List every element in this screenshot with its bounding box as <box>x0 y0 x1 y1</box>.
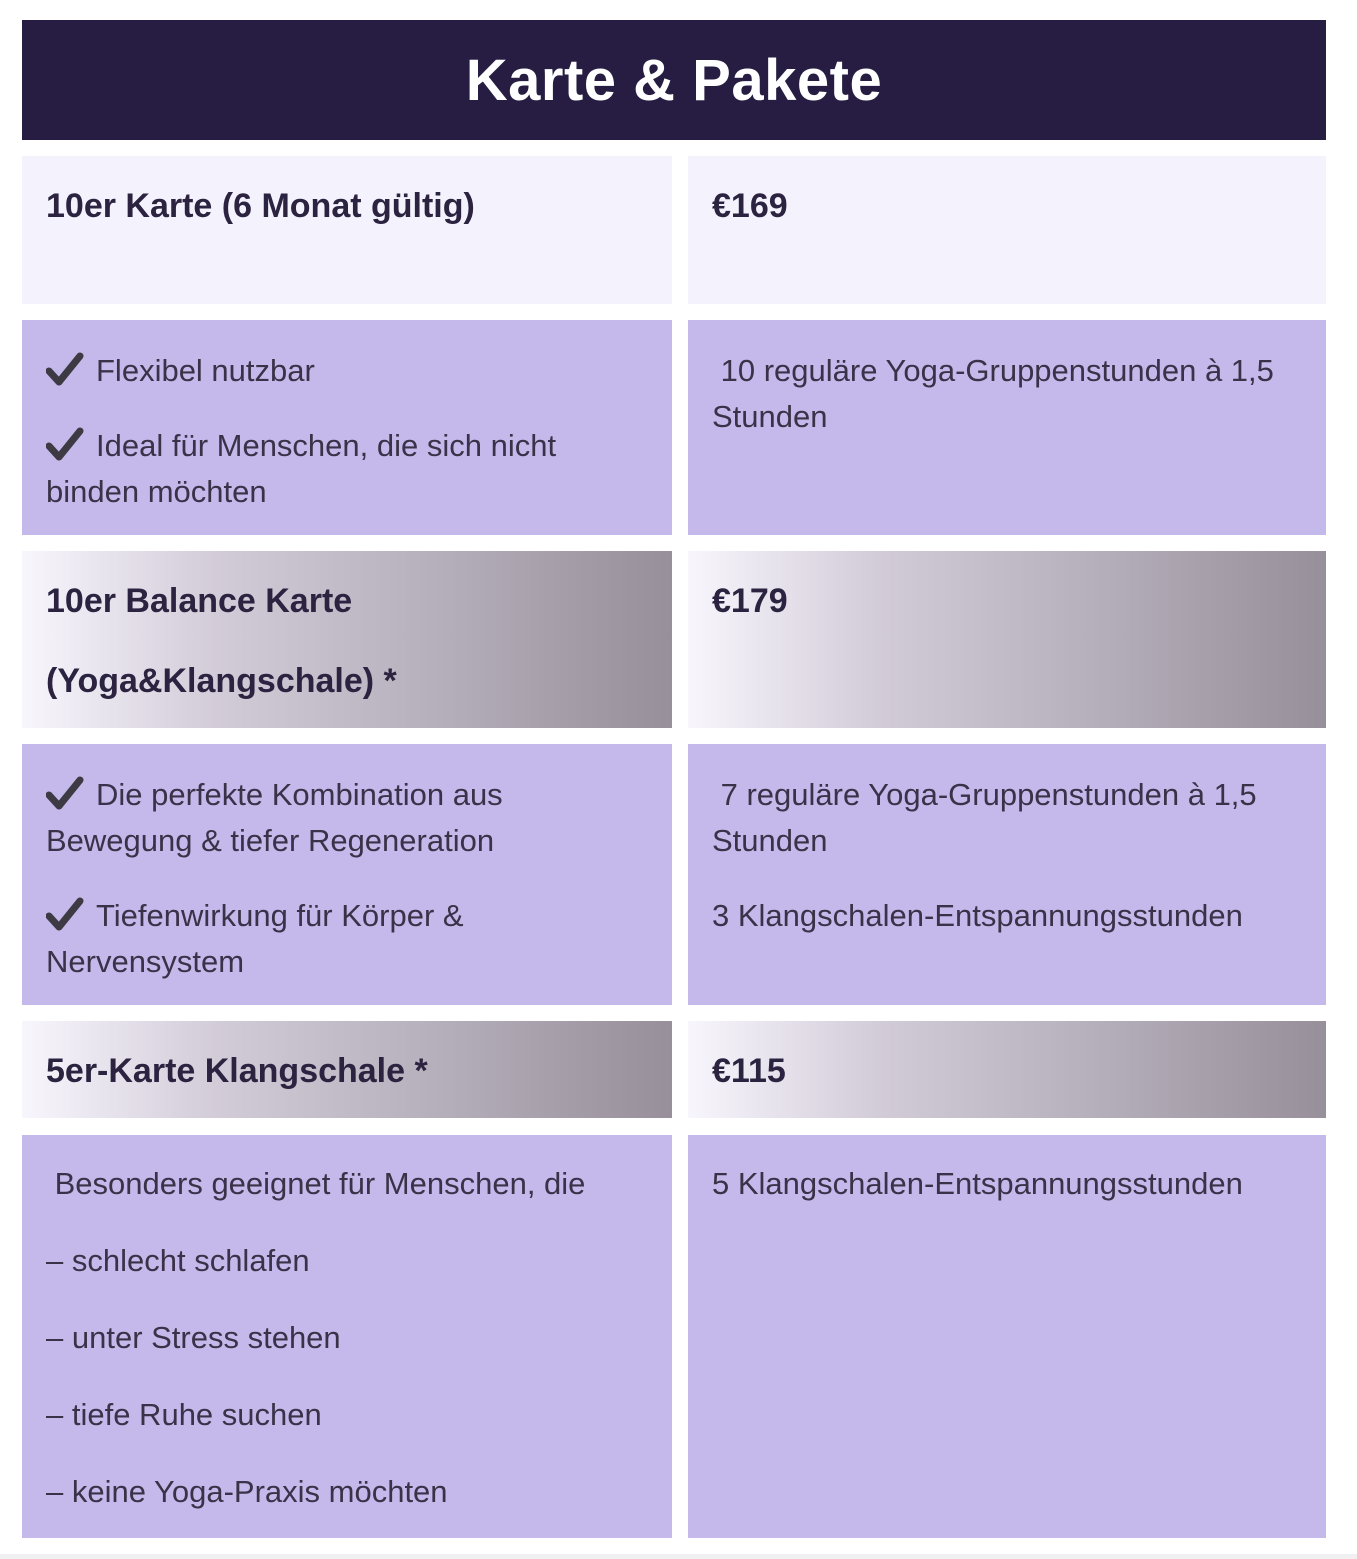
package-1-includes-cell <box>688 320 1326 535</box>
page-title: Karte & Pakete <box>465 47 883 113</box>
package-title: 10er Karte (6 Monat gültig) <box>46 187 475 225</box>
package-title-line: (Yoga&Klangschale) * <box>46 662 397 700</box>
package-1-price-cell <box>688 156 1326 304</box>
includes-item: 7 reguläre Yoga-Gruppenstunden à 1,5 Stunden <box>712 777 1266 858</box>
package-2-price-cell <box>688 551 1326 728</box>
package-price: €179 <box>712 582 788 620</box>
includes-item: 5 Klangschalen-Entspannungsstunden <box>712 1166 1243 1201</box>
benefit-text: Die perfekte Kombination aus Bewegung & tiefer Regeneration <box>46 777 503 858</box>
page-header <box>22 20 1326 140</box>
benefit-text: Tiefenwirkung für Körper & Nervensystem <box>46 898 464 979</box>
package-price: €169 <box>712 187 788 225</box>
bottom-divider <box>0 1554 1357 1559</box>
package-2-title-cell <box>22 551 672 728</box>
includes-item: 10 reguläre Yoga-Gruppenstunden à 1,5 Stunden <box>712 353 1283 434</box>
package-title: 5er-Karte Klangschale * <box>46 1052 428 1090</box>
checkmark-icon <box>46 897 84 931</box>
package-3-audience-cell <box>22 1135 672 1538</box>
audience-item: – schlecht schlafen <box>46 1243 310 1278</box>
benefit-item <box>46 348 648 394</box>
package-2-benefits-cell <box>22 744 672 1005</box>
package-title-line: 10er Balance Karte <box>46 582 353 620</box>
benefit-text: Flexibel nutzbar <box>96 353 315 388</box>
package-3-price-cell <box>688 1021 1326 1118</box>
package-3-includes-cell <box>688 1135 1326 1538</box>
checkmark-icon <box>46 427 84 461</box>
package-price: €115 <box>712 1052 786 1090</box>
package-1-benefits-cell <box>22 320 672 535</box>
benefit-item <box>46 423 648 515</box>
checkmark-icon <box>46 352 84 386</box>
audience-item: – keine Yoga-Praxis möchten <box>46 1474 448 1509</box>
audience-intro: Besonders geeignet für Menschen, die <box>46 1166 586 1201</box>
package-1-title-cell <box>22 156 672 304</box>
benefit-item <box>46 772 648 864</box>
benefit-text: Ideal für Menschen, die sich nicht binden möchten <box>46 428 557 509</box>
benefit-item <box>46 893 648 985</box>
audience-item: – tiefe Ruhe suchen <box>46 1397 322 1432</box>
checkmark-icon <box>46 776 84 810</box>
audience-item: – unter Stress stehen <box>46 1320 341 1355</box>
package-2-includes-cell <box>688 744 1326 1005</box>
package-3-title-cell <box>22 1021 672 1118</box>
includes-item: 3 Klangschalen-Entspannungsstunden <box>712 898 1243 933</box>
